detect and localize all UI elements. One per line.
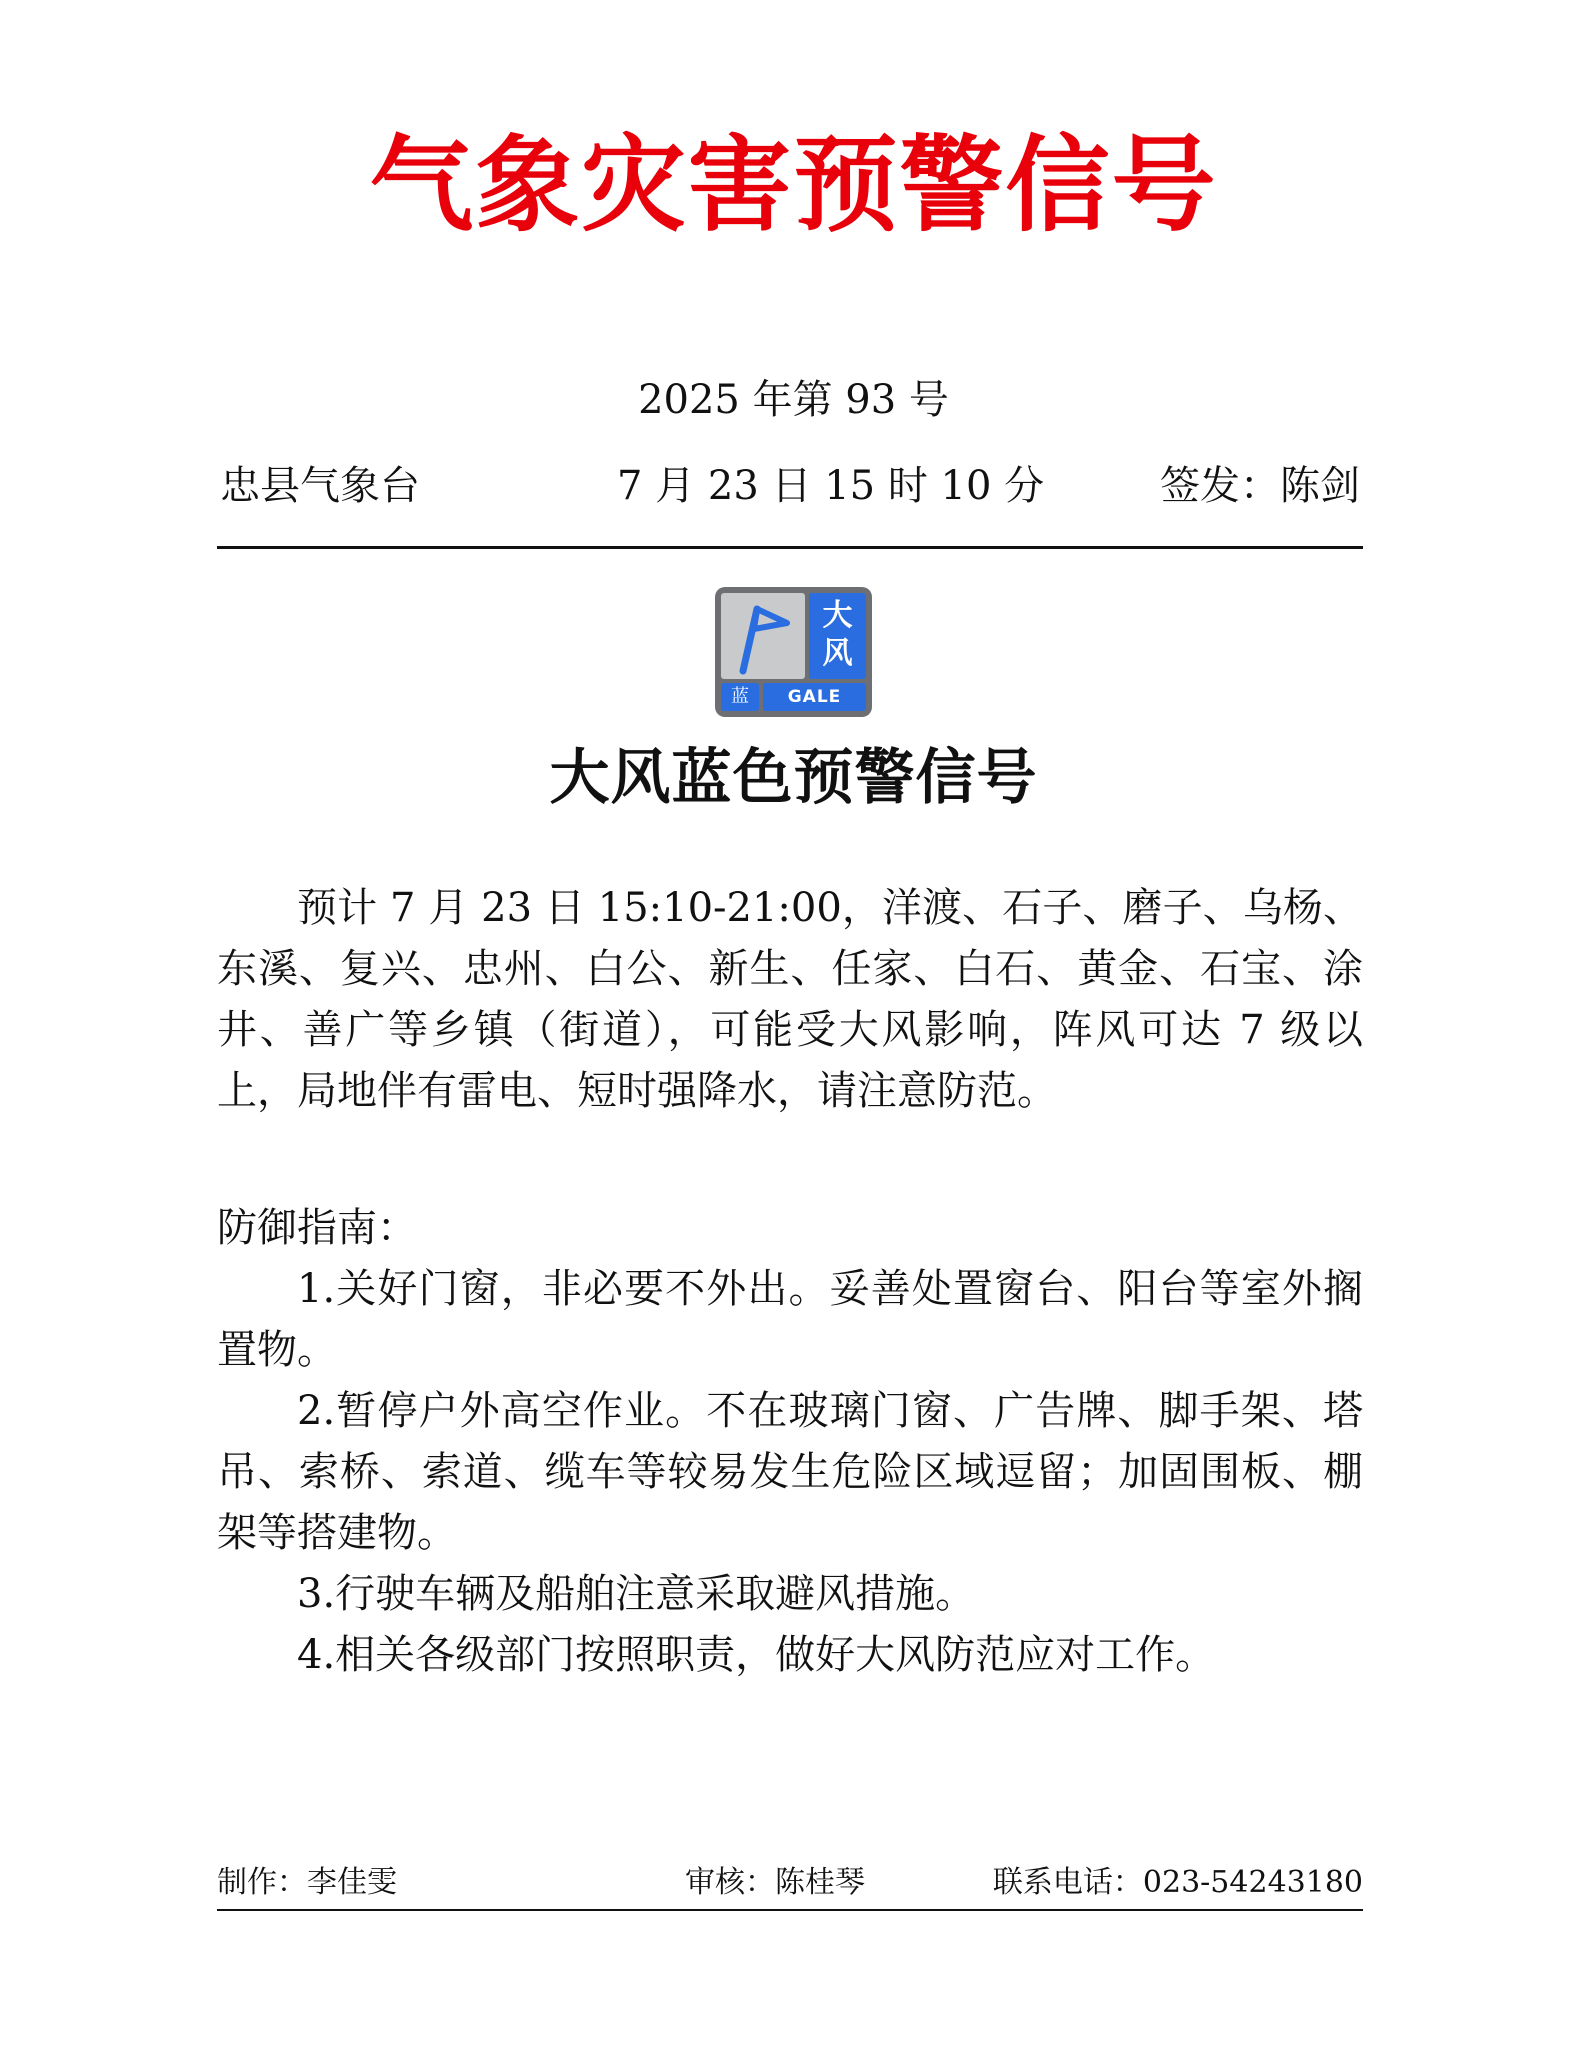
footer-row <box>217 1863 1363 1903</box>
english-label: GALE <box>763 683 866 711</box>
guide-item: 1.关好门窗，非必要不外出。妥善处置窗台、阳台等室外搁置物。 <box>217 1266 1363 1373</box>
color-label: 蓝 <box>721 683 759 711</box>
reviewer: 审核：陈桂琴 <box>685 1865 865 1900</box>
guide-item: 4.相关各级部门按照职责，做好大风防范应对工作。 <box>297 1632 1216 1678</box>
issue-meta-row <box>220 458 1360 514</box>
footer-divider <box>217 1909 1363 1911</box>
hazard-label: 大风 <box>809 593 866 679</box>
producer: 制作：李佳雯 <box>217 1865 397 1900</box>
signal-title: 大风蓝色预警信号 <box>549 743 1038 813</box>
signer: 签发：陈剑 <box>1160 463 1360 509</box>
defense-guide-list <box>217 1259 1363 1686</box>
guide-item: 2.暂停户外高空作业。不在玻璃门窗、广告牌、脚手架、塔吊、索桥、索道、缆车等较易发生危险区域逗留；加固围板、棚架等搭建物。 <box>217 1388 1363 1556</box>
defense-guide-heading: 防御指南： <box>217 1205 417 1251</box>
blue-gale-warning-icon <box>715 587 872 717</box>
header-divider <box>217 546 1363 549</box>
document-title: 气象灾害预警信号 <box>369 123 1218 246</box>
guide-item: 3.行驶车辆及船舶注意采取避风措施。 <box>297 1571 976 1617</box>
forecast-paragraph: 预计 7 月 23 日 15:10-21:00，洋渡、石子、磨子、乌杨、东溪、复兴、忠州、白公、新生、任家、白石、黄金、石宝、涂井、善广等乡镇（街道），可能受大风影响，阵风可达 7 级以上，局地伴有雷电、短时强降水，请注意防范。 <box>217 885 1363 1114</box>
wind-flag-icon <box>721 593 805 679</box>
contact-phone: 联系电话：023-54243180 <box>992 1865 1363 1900</box>
issuer-name: 忠县气象台 <box>220 463 420 509</box>
forecast-section <box>217 878 1363 1122</box>
issue-datetime: 7 月 23 日 15 时 10 分 <box>617 463 1045 509</box>
issue-number: 2025 年第 93 号 <box>638 377 949 423</box>
